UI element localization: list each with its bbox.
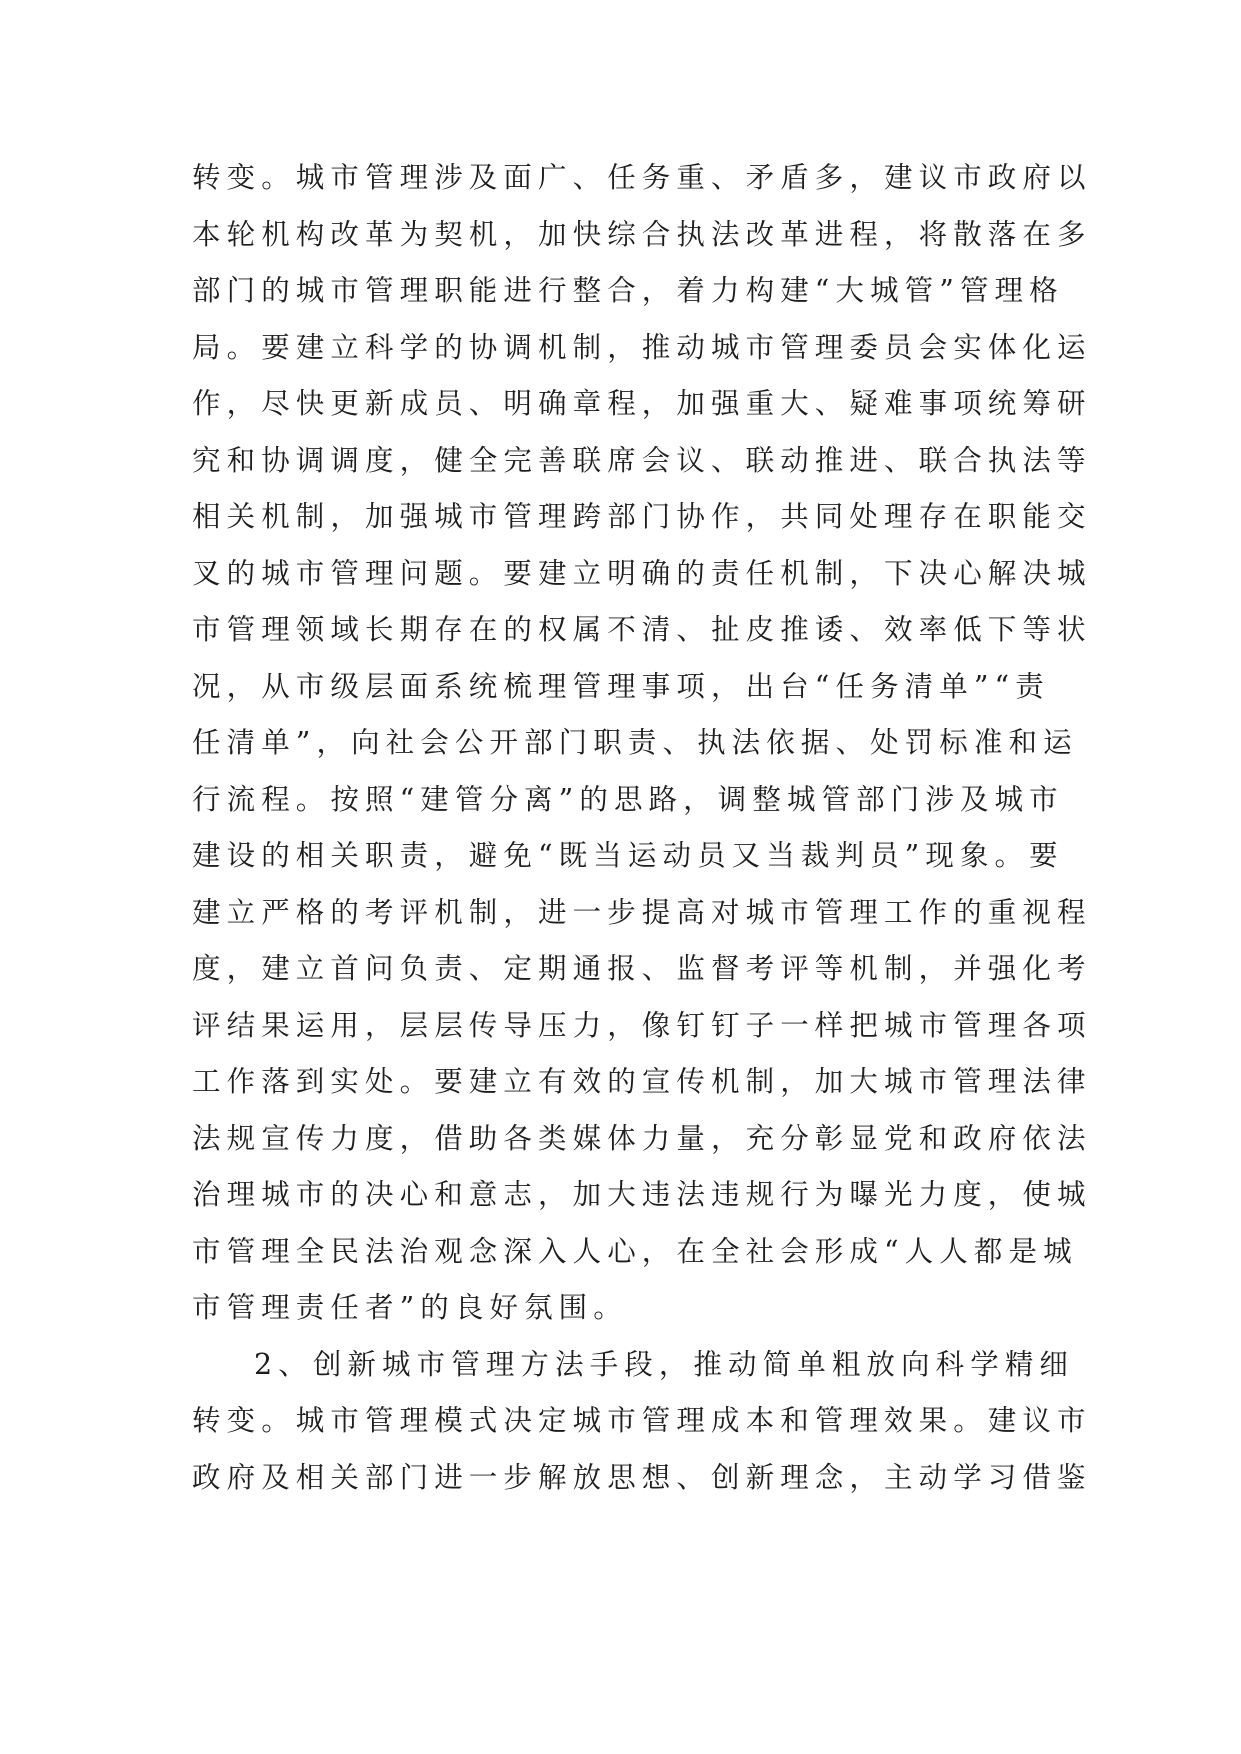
text-line: 况，从市级层面系统梳理管理事项，出台“任务清单”“责 [192, 669, 1050, 703]
section-heading-line: 2、创新城市管理方法手段，推动简单粗放向科学精细 [254, 1347, 1075, 1381]
text-line: 市管理全民法治观念深入人心，在全社会形成“人人都是城 [192, 1234, 1078, 1268]
text-line: 叉的城市管理问题。要建立明确的责任机制，下决心解决城 [192, 556, 1092, 590]
text-line: 转变。城市管理模式决定城市管理成本和管理效果。建议市 [192, 1404, 1092, 1437]
text-line: 法规宣传力度，借助各类媒体力量，充分彰显党和政府依法 [192, 1121, 1092, 1155]
text-line: 治理城市的决心和意志，加大违法违规行为曝光力度，使城 [192, 1178, 1092, 1211]
text-line: 建设的相关职责，避免“既当运动员又当裁判员”现象。要 [192, 839, 1064, 872]
text-line: 相关机制，加强城市管理跨部门协作，共同处理存在职能交 [192, 500, 1092, 533]
text-line: 建立严格的考评机制，进一步提高对城市管理工作的重视程 [192, 895, 1092, 929]
text-line: 任清单”，向社会公开部门职责、执法依据、处罚标准和运 [192, 726, 1078, 759]
text-line: 度，建立首问负责、定期通报、监督考评等机制，并强化考 [192, 952, 1092, 985]
text-line: 转变。城市管理涉及面广、任务重、矛盾多，建议市政府以 [192, 161, 1092, 194]
text-line: 评结果运用，层层传导压力，像钉钉子一样把城市管理各项 [192, 1008, 1092, 1042]
text-line: 行流程。按照“建管分离”的思路，调整城管部门涉及城市 [192, 782, 1064, 816]
text-line: 市管理领域长期存在的权属不清、扯皮推诿、效率低下等状 [192, 613, 1092, 646]
text-line: 局。要建立科学的协调机制，推动城市管理委员会实体化运 [192, 330, 1092, 364]
text-line: 部门的城市管理职能进行整合，着力构建“大城管”管理格 [192, 274, 1064, 307]
document-body [192, 150, 1092, 1506]
text-line: 市管理责任者”的良好氛围。 [192, 1291, 628, 1324]
text-line: 政府及相关部门进一步解放思想、创新理念，主动学习借鉴 [192, 1460, 1092, 1494]
text-line: 究和协调调度，健全完善联席会议、联动推进、联合执法等 [192, 443, 1092, 477]
text-line: 本轮机构改革为契机，加快综合执法改革进程，将散落在多 [192, 217, 1092, 251]
text-line: 作，尽快更新成员、明确章程，加强重大、疑难事项统筹研 [192, 387, 1092, 420]
text-line: 工作落到实处。要建立有效的宣传机制，加大城市管理法律 [192, 1065, 1092, 1098]
